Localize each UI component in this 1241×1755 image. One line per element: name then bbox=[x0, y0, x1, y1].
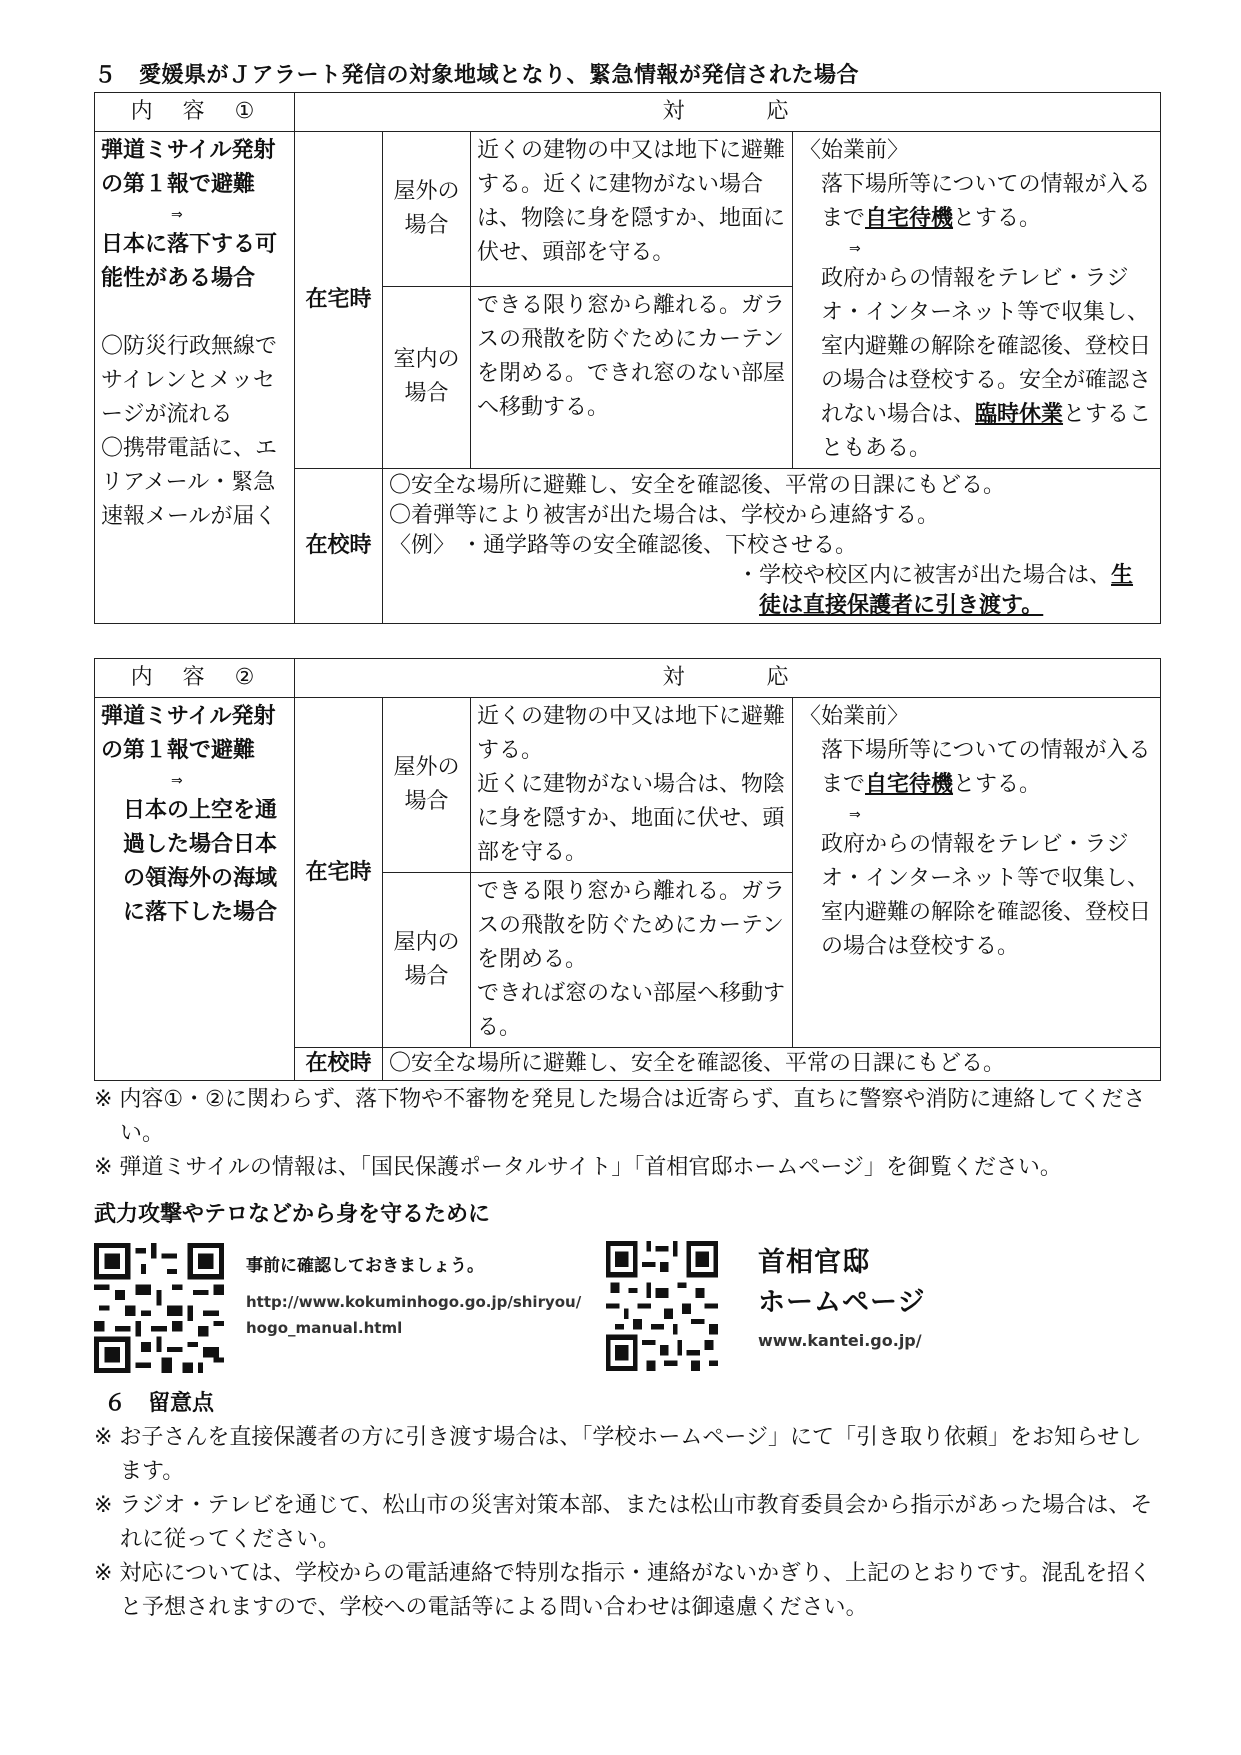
arrow-icon: ⇒ bbox=[849, 807, 861, 823]
before-school-text-1: 落下場所等についての情報が入るまで自宅待機とする。 bbox=[821, 172, 1151, 231]
example-label: 〈例〉 bbox=[389, 533, 456, 558]
example-2: ・学校や校区内に被害が出た場合は、生徒は直接保護者に引き渡す。 bbox=[737, 563, 1134, 618]
at-school-cell bbox=[383, 469, 1161, 624]
note-item: ※ 内容①・②に関わらず、落下物や不審物を発見した場合は近寄らず、直ちに警察や消防に連絡してください。 bbox=[94, 1087, 1146, 1146]
outdoor-label: 屋外の場合 bbox=[383, 698, 471, 873]
section5-title: ５ 愛媛県がＪアラート発信の対象地域となり、緊急情報が発信された場合 bbox=[94, 63, 860, 88]
handover-text: 生徒は直接保護者に引き渡す。 bbox=[759, 563, 1134, 618]
before-school-cell bbox=[793, 132, 1161, 469]
qr-banner bbox=[94, 1233, 1160, 1383]
content-cell bbox=[95, 132, 295, 624]
arrow-icon: ⇒ bbox=[171, 773, 183, 789]
note-item: ※ お子さんを直接保護者の方に引き渡す場合は、「学校ホームページ」にて「引き取り依頼」をお知らせします。 bbox=[94, 1425, 1142, 1484]
content-note-mail: 〇携帯電話に、エリアメール・緊急速報メールが届く bbox=[101, 436, 278, 529]
at-home-label: 在宅時 bbox=[295, 698, 383, 1048]
content-heading-2: 日本の上空を通過した場合日本の領海外の海域に落下した場合 bbox=[123, 798, 278, 925]
content-note-siren: 〇防災行政無線でサイレンとメッセージが流れる bbox=[101, 334, 278, 427]
before-school-text-1: 落下場所等についての情報が入るまで自宅待機とする。 bbox=[821, 738, 1151, 797]
indoor-label: 室内の場合 bbox=[383, 286, 471, 468]
school-line-1: 〇安全な場所に避難し、安全を確認後、平常の日課にもどる。 bbox=[389, 473, 1006, 498]
qr-code-icon[interactable] bbox=[94, 1243, 224, 1373]
banner-left-url[interactable]: http://www.kokuminhogo.go.jp/shiryou/ hogo_manual.html bbox=[246, 1293, 582, 1337]
indoor-action-1: できる限り窓から離れる。ガラスの飛散を防ぐためにカーテンを閉める。 bbox=[477, 879, 786, 972]
indoor-action: できる限り窓から離れる。ガラスの飛散を防ぐためにカーテンを閉める。できれ窓のない部屋へ移動する。 bbox=[471, 286, 793, 468]
content-heading: 弾道ミサイル発射の第１報で避難 bbox=[101, 704, 276, 763]
before-school-label: 〈始業前〉 bbox=[799, 138, 910, 163]
indoor-action-2: できれば窓のない部屋へ移動する。 bbox=[477, 981, 786, 1040]
outdoor-action: 近くの建物の中又は地下に避難する。近くに建物がない場合は、物陰に身を隠すか、地面に伏せ、頭部を守る。 bbox=[471, 132, 793, 287]
content-heading: 弾道ミサイル発射の第１報で避難 bbox=[101, 138, 276, 197]
indoor-label: 屋内の場合 bbox=[383, 873, 471, 1048]
banner-right-text: 首相官邸 ホームページ bbox=[758, 1247, 926, 1318]
closure-text: 臨時休業 bbox=[975, 402, 1064, 427]
document-page bbox=[94, 60, 1160, 1625]
home-wait-text: 自宅待機 bbox=[865, 772, 954, 797]
outdoor-action bbox=[471, 698, 793, 873]
outdoor-action-1: 近くの建物の中又は地下に避難する。 bbox=[477, 704, 786, 763]
section6-title: ６ 留意点 bbox=[104, 1391, 215, 1416]
before-school-cell bbox=[793, 698, 1161, 1048]
before-school-label: 〈始業前〉 bbox=[799, 704, 910, 729]
before-school-text-2: 政府からの情報をテレビ・ラジオ・インターネット等で収集し、室内避難の解除を確認後、登校日の場合は登校する。 bbox=[821, 832, 1152, 959]
banner-left-text: 事前に確認しておきましょう。 bbox=[246, 1256, 484, 1276]
example-1: ・通学路等の安全確認後、下校させる。 bbox=[461, 533, 858, 558]
content-cell bbox=[95, 698, 295, 1081]
school-line-2: 〇着弾等により被害が出た場合は、学校から連絡する。 bbox=[389, 503, 940, 528]
school-example bbox=[389, 531, 1154, 561]
banner-title: 武力攻撃やテロなどから身を守るために bbox=[94, 1202, 491, 1227]
banner-right-url[interactable]: www.kantei.go.jp/ bbox=[758, 1331, 922, 1350]
section6-notes bbox=[94, 1421, 1160, 1625]
at-home-label: 在宅時 bbox=[295, 132, 383, 469]
header-response: 対 応 bbox=[295, 93, 1161, 132]
header-content: 内 容 ② bbox=[95, 659, 295, 698]
outdoor-action-2: 近くに建物がない場合は、物陰に身を隠すか、地面に伏せ、頭部を守る。 bbox=[477, 772, 786, 865]
before-school-text-2: 政府からの情報をテレビ・ラジオ・インターネット等で収集し、室内避難の解除を確認後、登校日の場合は登校する。安全が確認されない場合は、臨時休業とすることもある。 bbox=[821, 266, 1152, 461]
at-school-label: 在校時 bbox=[295, 469, 383, 624]
note-item: ※ ラジオ・テレビを通じて、松山市の災害対策本部、または松山市教育委員会から指示があった場合は、それに従ってください。 bbox=[94, 1493, 1153, 1552]
section5-notes bbox=[94, 1083, 1160, 1185]
home-wait-text: 自宅待機 bbox=[865, 206, 954, 231]
arrow-icon: ⇒ bbox=[849, 241, 861, 257]
header-content: 内 容 ① bbox=[95, 93, 295, 132]
outdoor-label: 屋外の場合 bbox=[383, 132, 471, 287]
response-table-2 bbox=[94, 658, 1161, 1081]
content-heading-2: 日本に落下する可能性がある場合 bbox=[101, 232, 278, 291]
note-item: ※ 弾道ミサイルの情報は、「国民保護ポータルサイト」「首相官邸ホームページ」を御覧ください。 bbox=[94, 1155, 1062, 1180]
at-school-line: 〇安全な場所に避難し、安全を確認後、平常の日課にもどる。 bbox=[383, 1048, 1161, 1081]
at-school-label: 在校時 bbox=[295, 1048, 383, 1081]
note-item: ※ 対応については、学校からの電話連絡で特別な指示・連絡がないかぎり、上記のとおりです。混乱を招くと予想されますので、学校への電話等による問い合わせは御遠慮ください。 bbox=[94, 1561, 1152, 1620]
qr-code-icon[interactable] bbox=[606, 1241, 718, 1371]
header-response: 対 応 bbox=[295, 659, 1161, 698]
arrow-icon: ⇒ bbox=[171, 207, 183, 223]
response-table-1 bbox=[94, 92, 1161, 624]
indoor-action bbox=[471, 873, 793, 1048]
